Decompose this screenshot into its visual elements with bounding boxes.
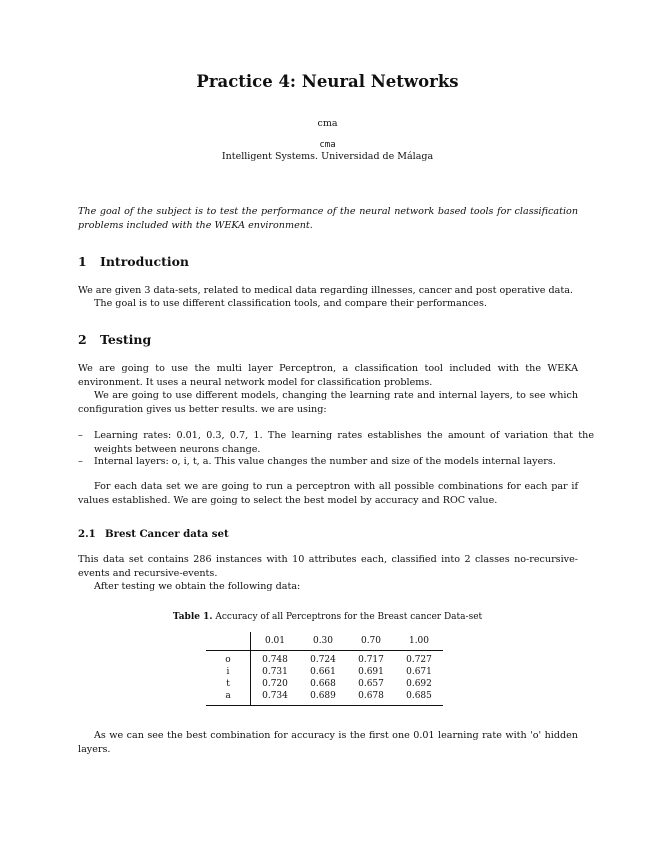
table-cell: 0.734 — [251, 690, 300, 706]
intro-paragraph-1: We are given 3 data-sets, related to medical data regarding illnesses, cancer and post operative data. — [78, 285, 573, 296]
abstract: The goal of the subject is to test the performance of the neural network based tools for classification problems included with the WEKA environment. — [78, 206, 578, 231]
subsection-heading-breast-cancer — [78, 528, 229, 540]
table-caption-text: Accuracy of all Perceptrons for the Breast cancer Data-set — [215, 612, 483, 622]
section-number: 1 — [78, 254, 87, 269]
table-cell: 0.668 — [310, 679, 336, 689]
table-cell: 0.731 — [251, 666, 300, 678]
table-cell: 0.689 — [299, 690, 347, 706]
table-row-label: i — [226, 667, 230, 677]
table-row — [206, 678, 443, 690]
table-cell: 0.748 — [251, 651, 300, 667]
table-header-cell: 1.00 — [395, 632, 443, 651]
breast-paragraph-1: This data set contains 286 instances with 10 attributes each, classified into 2 classes no-recursive-events and recursive-events. — [78, 554, 578, 579]
list-item-text: Learning rates: 0.01, 0.3, 0.7, 1. The learning rates establishes the amount of variation that the weights between neurons change. — [94, 430, 594, 455]
table-cell: 0.720 — [251, 678, 300, 690]
table-header-cell: 0.70 — [347, 632, 395, 651]
list-dash: – — [78, 430, 83, 441]
table-corner-cell — [206, 632, 251, 651]
table-header-cell: 0.01 — [251, 632, 300, 651]
table-row — [206, 666, 443, 678]
section-title: Introduction — [100, 254, 190, 269]
author-name: cma — [317, 118, 338, 129]
section-number: 2 — [78, 332, 87, 347]
subsection-number: 2.1 — [78, 528, 96, 540]
table-caption — [0, 612, 655, 622]
breast-conclusion-paragraph: As we can see the best combination for accuracy is the first one 0.01 learning rate with 'o' hidden layers. — [78, 730, 578, 755]
table-cell: 0.657 — [358, 679, 384, 689]
table-cell: 0.691 — [358, 667, 384, 677]
table-caption-label: Table 1. — [172, 612, 213, 622]
table-cell: 0.685 — [395, 690, 443, 706]
list-dash: – — [78, 456, 83, 467]
table-row-label: o — [225, 655, 231, 665]
table-cell: 0.692 — [406, 679, 432, 689]
subsection-title: Brest Cancer data set — [105, 528, 229, 540]
table-cell: 0.671 — [406, 667, 432, 677]
table-header-cell: 0.30 — [299, 632, 347, 651]
list-item — [78, 455, 594, 469]
table-cell: 0.727 — [406, 655, 432, 665]
testing-paragraph-2: We are going to use different models, changing the learning rate and internal layers, to see which configuration gives us better results. we are using: — [78, 390, 578, 415]
author-affiliation: Intelligent Systems. Universidad de Málaga — [221, 151, 434, 162]
table-cell: 0.724 — [310, 655, 336, 665]
accuracy-table — [206, 632, 443, 706]
author-email: cma — [319, 140, 336, 150]
table-row — [206, 651, 443, 667]
table-row — [206, 690, 443, 706]
table-cell: 0.717 — [358, 655, 384, 665]
section-heading-testing — [78, 332, 151, 347]
table-header-row — [206, 632, 443, 651]
section-heading-introduction — [78, 254, 189, 269]
table-row-label: t — [226, 679, 230, 689]
testing-paragraph-3: For each data set we are going to run a perceptron with all possible combinations for each par if values established. We are going to select the best model by accuracy and ROC value. — [78, 481, 578, 506]
list-item-text: Internal layers: o, i, t, a. This value changes the number and size of the models internal layers. — [94, 456, 556, 467]
testing-paragraph-1: We are going to use the multi layer Perceptron, a classification tool included with the WEKA environment. It uses a neural network model for classification problems. — [78, 363, 578, 388]
table-cell: 0.678 — [347, 690, 395, 706]
table-row-label: a — [206, 690, 251, 706]
intro-paragraph-2: The goal is to use different classification tools, and compare their performances. — [94, 298, 487, 309]
list-item — [78, 429, 594, 456]
paper-title: Practice 4: Neural Networks — [196, 72, 459, 91]
breast-paragraph-2: After testing we obtain the following data: — [94, 581, 301, 592]
section-title: Testing — [100, 332, 152, 347]
table-cell: 0.661 — [310, 667, 336, 677]
